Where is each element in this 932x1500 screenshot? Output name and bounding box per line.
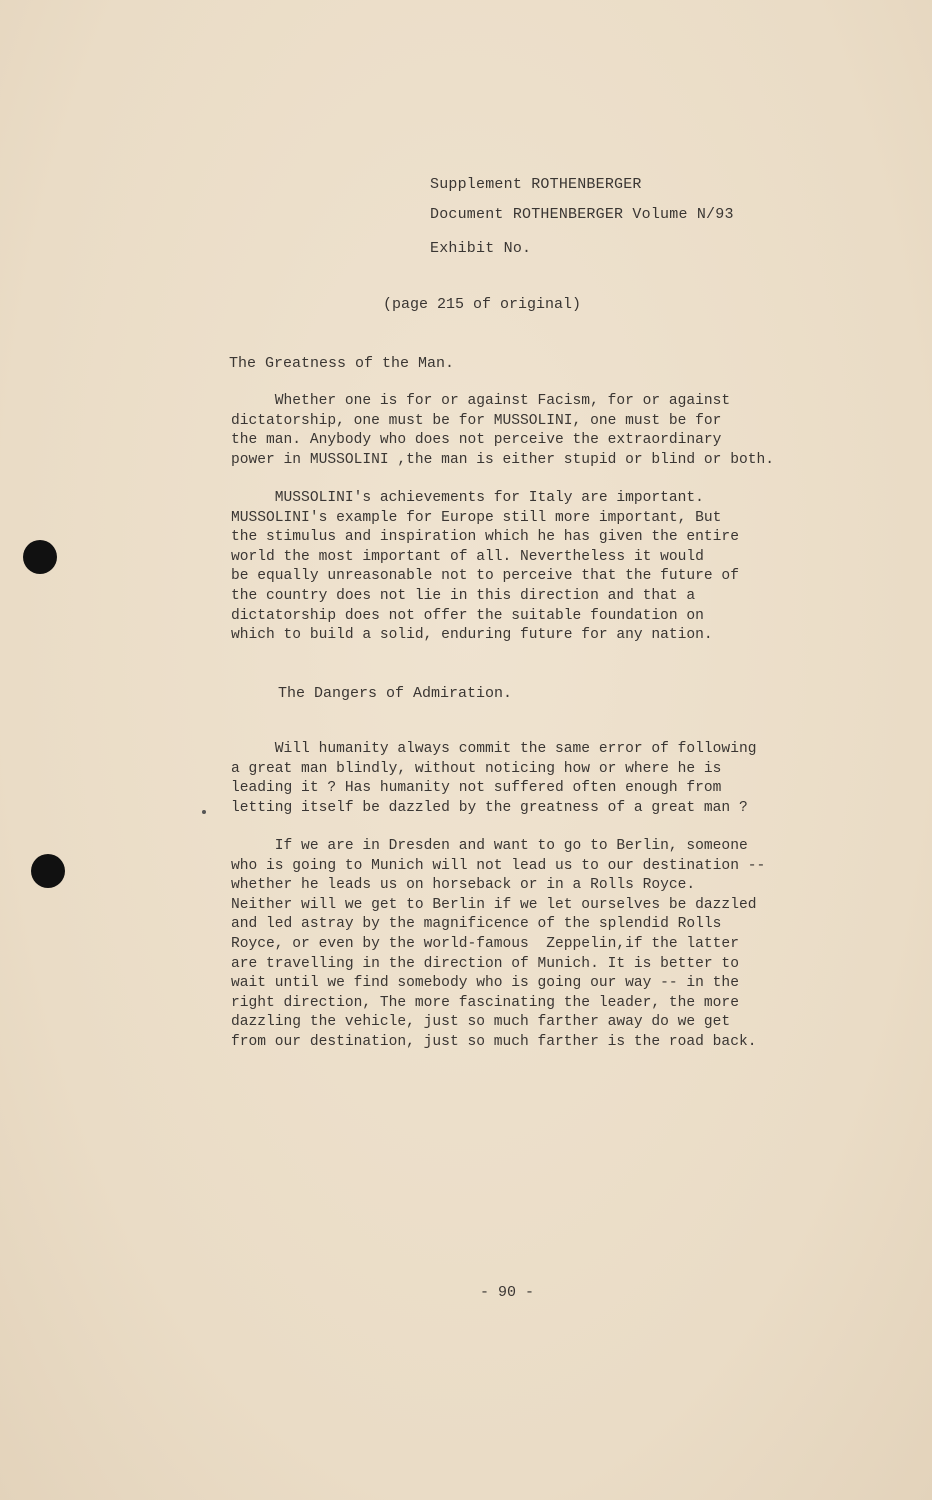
page-number: - 90 -: [480, 1284, 535, 1301]
text-line: be equally unreasonable not to perceive that the future of: [231, 568, 739, 585]
text-line: If we are in Dresden and want to go to Berlin, someone: [231, 838, 748, 854]
text-line: MUSSOLINI's achievements for Italy are important.: [231, 490, 704, 506]
text-line: leading it ? Has humanity not suffered often enough from: [231, 780, 722, 797]
text-line: Neither will we get to Berlin if we let ourselves be dazzled: [231, 896, 757, 913]
text-line: Whether one is for or against Facism, for or against: [231, 393, 731, 409]
supplement-line: Supplement ROTHENBERGER: [430, 176, 642, 193]
section-heading-dangers: The Dangers of Admiration.: [278, 685, 513, 702]
text-line: the country does not lie in this direction and that a: [231, 587, 696, 604]
exhibit-line: Exhibit No.: [430, 240, 532, 257]
text-line: right direction, The more fascinating the leader, the more: [231, 994, 739, 1011]
text-line: from our destination, just so much farther is the road back.: [231, 1033, 757, 1050]
punch-hole-top: [23, 540, 57, 574]
text-line: dictatorship, one must be for MUSSOLINI, one must be for: [231, 412, 722, 429]
text-line: whether he leads us on horseback or in a Rolls Royce.: [231, 877, 696, 894]
text-line: world the most important of all. Nevertheless it would: [231, 548, 704, 565]
text-line: dazzling the vehicle, just so much farther away do we get: [231, 1014, 731, 1031]
text-line: dictatorship does not offer the suitable foundation on: [231, 607, 704, 624]
text-line: wait until we find somebody who is going our way -- in the: [231, 975, 739, 992]
text-line: and led astray by the magnificence of the splendid Rolls: [231, 916, 722, 933]
text-line: MUSSOLINI's example for Europe still more important, But: [231, 509, 722, 526]
paragraph-facism: [231, 392, 831, 470]
text-line: a great man blindly, without noticing how or where he is: [231, 760, 722, 777]
document-line: Document ROTHENBERGER Volume N/93: [430, 206, 734, 223]
text-line: the stimulus and inspiration which he has given the entire: [231, 529, 739, 546]
text-line: who is going to Munich will not lead us to our destination --: [231, 857, 766, 874]
text-line: are travelling in the direction of Munich. It is better to: [231, 955, 739, 972]
punch-hole-bottom: [31, 854, 65, 888]
text-line: which to build a solid, enduring future for any nation.: [231, 627, 713, 644]
text-line: power in MUSSOLINI ,the man is either stupid or blind or both.: [231, 451, 774, 468]
paragraph-dresden-berlin: [231, 837, 831, 1053]
paragraph-humanity: [231, 740, 831, 818]
section-heading-greatness: The Greatness of the Man.: [229, 355, 455, 372]
margin-mark: [202, 810, 206, 814]
original-page-reference: (page 215 of original): [383, 296, 582, 313]
text-line: Royce, or even by the world-famous Zeppelin,if the latter: [231, 935, 739, 952]
text-line: the man. Anybody who does not perceive the extraordinary: [231, 432, 722, 449]
text-line: Will humanity always commit the same error of following: [231, 741, 757, 757]
paragraph-achievements: [231, 489, 831, 646]
text-line: letting itself be dazzled by the greatness of a great man ?: [231, 799, 748, 816]
